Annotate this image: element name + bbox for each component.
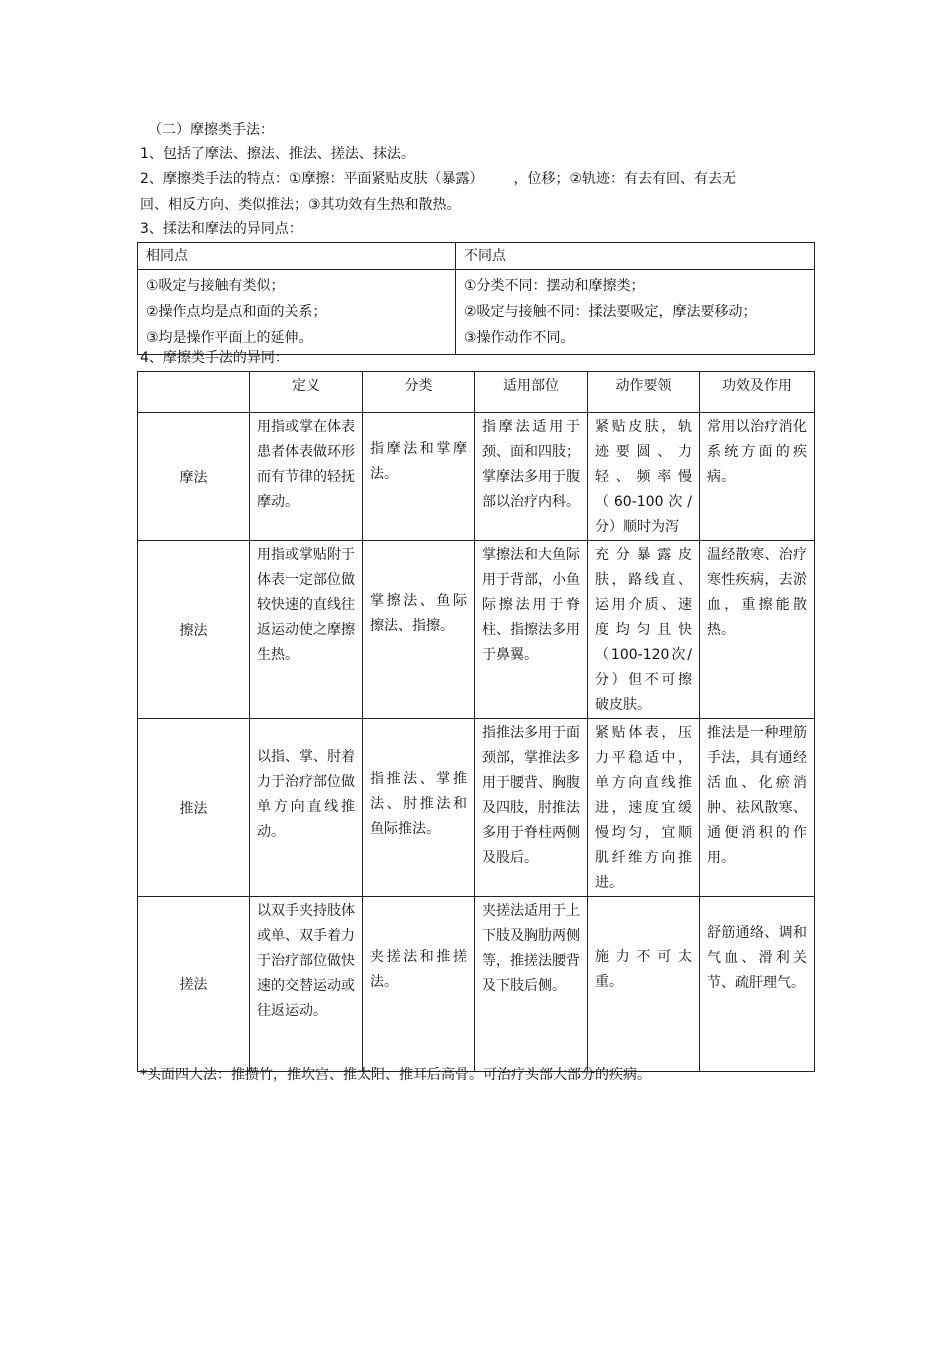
- point-2-line-2: 回、相反方向、类似推法；③其功效有生热和散热。: [140, 197, 461, 213]
- method-essentials: 紧贴皮肤，轨迹要圆、力轻、频率慢（60-100次/分）顺时为泻: [588, 413, 700, 541]
- diff-item: ③操作动作不同。: [464, 330, 575, 346]
- same-item: ①吸定与接触有类似；: [146, 278, 285, 294]
- point-2-part-a: 2、摩擦类手法的特点：①摩擦：平面紧贴皮肤（暴露）: [140, 171, 484, 187]
- table-row: [138, 541, 815, 719]
- method-parts: 掌擦法和大鱼际用于背部，小鱼际擦法用于脊柱、指擦法多用于鼻翼。: [475, 541, 588, 719]
- header-cell: 功效及作用: [700, 372, 815, 413]
- method-definition: 以指、掌、肘着力于治疗部位做单方向直线推动。: [250, 719, 363, 897]
- point-4: 4、摩擦类手法的异同：: [140, 350, 289, 366]
- compare-header-same: 相同点: [138, 243, 456, 270]
- table-row: [138, 897, 815, 1072]
- point-2-part-b: ，位移；②轨迹：有去有回、有去无: [513, 171, 737, 187]
- method-name: 搓法: [138, 897, 250, 1072]
- diff-item: ②吸定与接触不同：揉法要吸定，摩法要移动；: [464, 304, 757, 320]
- header-cell: [138, 372, 250, 413]
- method-effect: 推法是一种理筋手法，具有通经活血、化瘀消肿、祛风散寒、通便消积的作用。: [700, 719, 815, 897]
- compare-diff-cell: [456, 270, 815, 355]
- method-definition: 用指或掌贴附于体表一定部位做较快速的直线往返运动使之摩擦生热。: [250, 541, 363, 719]
- method-name: 推法: [138, 719, 250, 897]
- header-cell: 适用部位: [475, 372, 588, 413]
- header-cell: 动作要领: [588, 372, 700, 413]
- methods-table: [137, 371, 815, 1072]
- method-parts: 夹搓法适用于上下肢及胸肋两侧等，推搓法腰背及下肢后侧。: [475, 897, 588, 1072]
- header-cell: 定义: [250, 372, 363, 413]
- method-name: 摩法: [138, 413, 250, 541]
- methods-header-row: [138, 372, 815, 413]
- table-row: [138, 413, 815, 541]
- method-name: 擦法: [138, 541, 250, 719]
- point-2-line-1: [140, 170, 736, 188]
- table-row: [138, 719, 815, 897]
- compare-header-row: [138, 243, 815, 270]
- method-effect: 常用以治疗消化系统方面的疾病。: [700, 413, 815, 541]
- header-cell: 分类: [363, 372, 475, 413]
- diff-item: ①分类不同：摆动和摩擦类；: [464, 278, 645, 294]
- method-definition: 以双手夹持肢体或单、双手着力于治疗部位做快速的交替运动或往返运动。: [250, 897, 363, 1072]
- method-essentials: 紧贴体表，压力平稳适中，单方向直线推进，速度宜缓慢均匀，宜顺肌纤维方向推进。: [588, 719, 700, 897]
- method-parts: 指推法多用于面颈部，掌推法多用于腰背、胸腹及四肢，肘推法多用于脊柱两侧及股后。: [475, 719, 588, 897]
- same-item: ②操作点均是点和面的关系；: [146, 304, 327, 320]
- method-category: 掌擦法、鱼际擦法、指擦。: [363, 541, 475, 719]
- compare-body-row: [138, 270, 815, 355]
- section-heading: （二）摩擦类手法：: [148, 122, 274, 138]
- footnote: *头面四大法：推攒竹，推坎宫、推太阳、推耳后高骨。可治疗头部大部分的疾病。: [140, 1067, 651, 1083]
- method-effect: 温经散寒、治疗寒性疾病，去淤血，重擦能散热。: [700, 541, 815, 719]
- compare-table: [137, 242, 815, 355]
- compare-header-diff: 不同点: [456, 243, 815, 270]
- method-essentials: 施力不可太重。: [588, 897, 700, 1072]
- method-definition: 用指或掌在体表患者体表做环形而有节律的轻抚摩动。: [250, 413, 363, 541]
- point-3: 3、揉法和摩法的异同点：: [140, 221, 303, 237]
- method-effect: 舒筋通络、调和气血、滑利关节、疏肝理气。: [700, 897, 815, 1072]
- method-category: 指推法、掌推法、肘推法和鱼际推法。: [363, 719, 475, 897]
- same-item: ③均是操作平面上的延伸。: [146, 330, 313, 346]
- method-parts: 指摩法适用于颈、面和四肢；掌摩法多用于腹部以治疗内科。: [475, 413, 588, 541]
- point-1: 1、包括了摩法、擦法、推法、搓法、抹法。: [140, 146, 415, 162]
- method-category: 指摩法和掌摩法。: [363, 413, 475, 541]
- compare-same-cell: [138, 270, 456, 355]
- method-essentials: 充分暴露皮肤，路线直、运用介质、速度均匀且快（100-120次/分）但不可擦破皮肤。: [588, 541, 700, 719]
- method-category: 夹搓法和推搓法。: [363, 897, 475, 1072]
